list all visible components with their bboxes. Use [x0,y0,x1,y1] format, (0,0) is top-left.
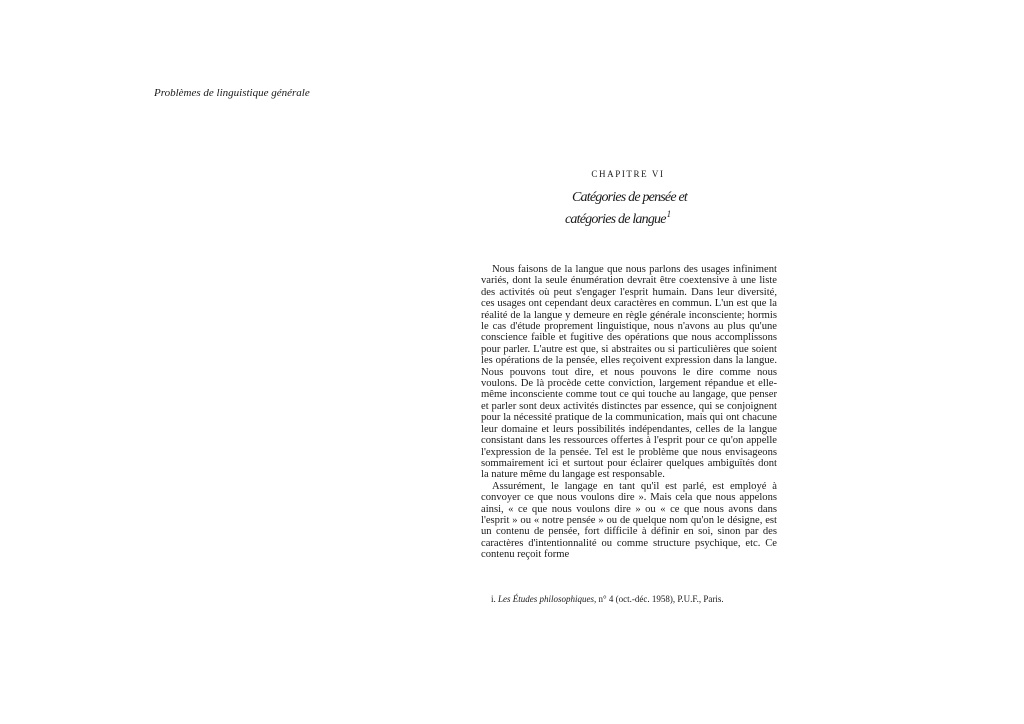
chapter-title-line-1: Catégories de pensée et [572,190,687,205]
footnote-marker: i. [491,594,496,604]
footnote-details: n° 4 (oct.-déc. 1958), P.U.F., Paris. [598,594,724,604]
paragraph-1: Nous faisons de la langue que nous parlons des usages infiniment variés, dont la seule énumération devrait être coextensive à une liste des activités où peut s'engager l'esprit humain. Dans leur diversité, ces usages ont cependant deux caractères en commun. L'un est que la réalité de la langue y demeure en règle générale inconsciente; hormis le cas d'étude proprement linguistique, nous n'avons au plus qu'une conscience faible et fugitive des opérations que nous accomplissons pour parler. L'autre est que, si abstraites ou si particulières que soient les opérations de la pensée, elles reçoivent expression dans la langue. Nous pouvons tout dire, et nous pouvons le dire comme nous voulons. De là procède cette conviction, largement répandue et elle-même inconsciente comme tout ce qui touche au langage, que penser et parler sont deux activités distinctes par essence, qui se conjoignent pour la nécessité pratique de la communication, mais qui ont chacune leur domaine et leurs possibilités indépendantes, celles de la langue consistant dans les ressources offertes à l'esprit pour ce qu'on appelle l'expression de la pensée. Tel est le problème que nous envisageons sommairement ici et surtout pour éclairer quelques ambiguïtés dont la nature même du langage est responsable. [481,264,777,481]
paragraph-2: Assurément, le langage en tant qu'il est parlé, est employé à convoyer ce que nous voulons dire ». Mais cela que nous appelons ainsi, « ce que nous voulons dire » ou « ce que nous avons dans l'esprit » ou « notre pensée » ou de quelque nom qu'on le désigne, est un contenu de pensée, fort difficile à définir en soi, sinon par des caractères d'intentionnalité ou comme structure psychique, etc. Ce contenu reçoit forme [481,480,777,561]
footnote [491,594,724,604]
footnote-source-title: Les Études philosophiques, [498,594,597,604]
chapter-label: CHAPITRE VI [591,169,665,179]
body-text [481,264,777,561]
chapter-title-line-2 [565,209,671,228]
footnote-reference: 1 [666,209,672,219]
running-head: Problèmes de linguistique générale [154,87,310,99]
chapter-title-line-2-text: catégories de langue [565,212,666,227]
